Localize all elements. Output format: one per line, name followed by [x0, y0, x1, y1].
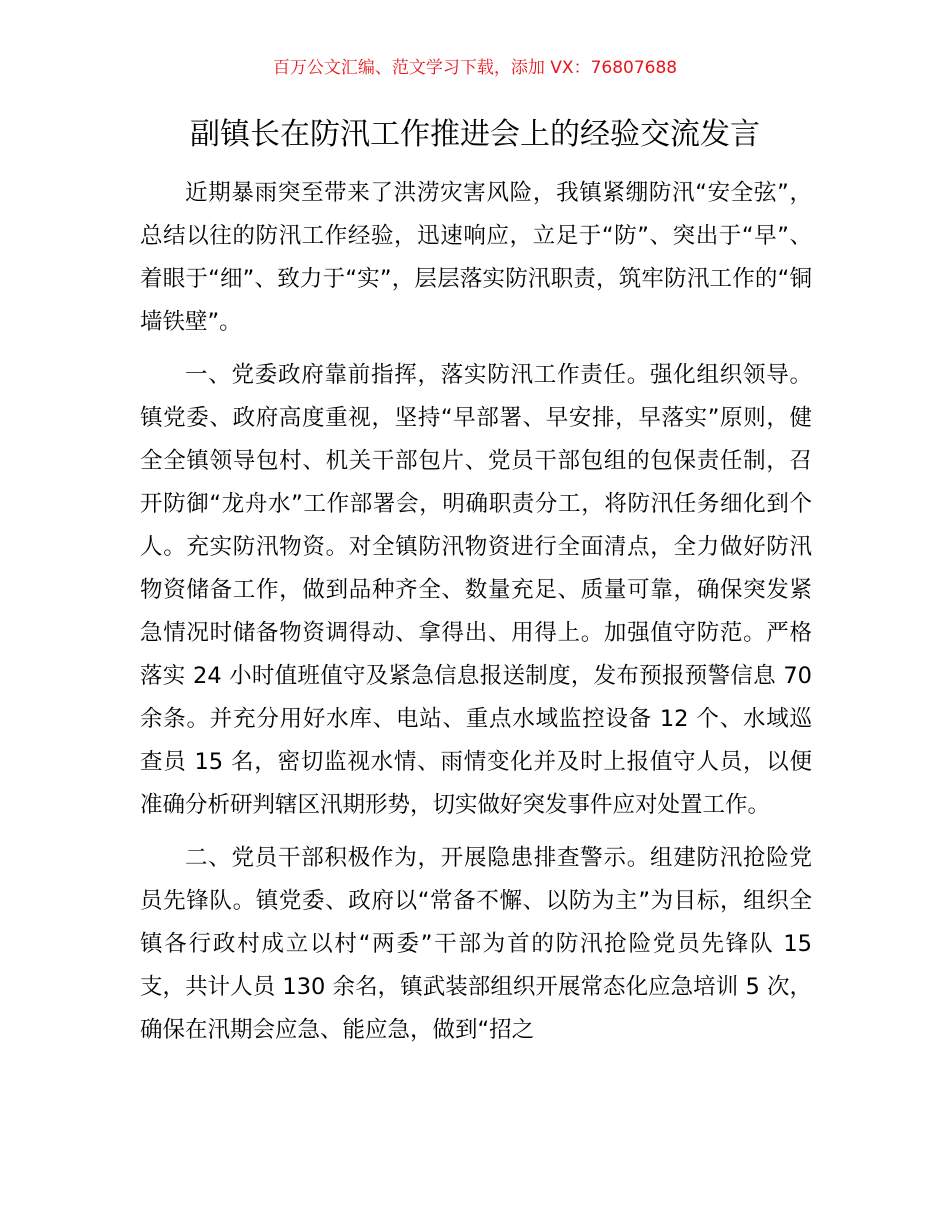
paragraph-intro: 近期暴雨突至带来了洪涝灾害风险，我镇紧绷防汛“安全弦”，总结以往的防汛工作经验，迅速响应，立足于“防”、突出于“早”、着眼于“细”、致力于“实”，层层落实防汛职责，筑牢防汛工作的“铜墙铁壁”。 [140, 180, 812, 335]
header-banner: 百万公文汇编、范文学习下载，添加 VX：76807688 [272, 58, 678, 78]
paragraph-section-2: 二、党员干部积极作为，开展隐患排查警示。组建防汛抢险党员先锋队。镇党委、政府以“常备不懈、以防为主”为目标，组织全镇各行政村成立以村“两委”干部为首的防汛抢险党员先锋队 15 支，共计人员 130 余名，镇武装部组织开展常态化应急培训 5 次，确保在汛期会应急、能应急，做到“招之 [140, 845, 812, 1043]
document-title: 副镇长在防汛工作推进会上的经验交流发言 [190, 117, 760, 152]
paragraph-section-1: 一、党委政府靠前指挥，落实防汛工作责任。强化组织领导。镇党委、政府高度重视，坚持“早部署、早安排，早落实”原则，健全全镇领导包村、机关干部包片、党员干部包组的包保责任制，召开防御“龙舟水”工作部署会，明确职责分工，将防汛任务细化到个人。充实防汛物资。对全镇防汛物资进行全面清点，全力做好防汛物资储备工作，做到品种齐全、数量充足、质量可靠，确保突发紧急情况时储备物资调得动、拿得出、用得上。加强值守防范。严格落实 24 小时值班值守及紧急信息报送制度，发布预报预警信息 70 余条。并充分用好水库、电站、重点水域监控设备 12 个、水域巡查员 15 名，密切监视水情、雨情变化并及时上报值守人员，以便准确分析研判辖区汛期形势，切实做好突发事件应对处置工作。 [140, 362, 812, 818]
document-body [140, 172, 812, 1062]
